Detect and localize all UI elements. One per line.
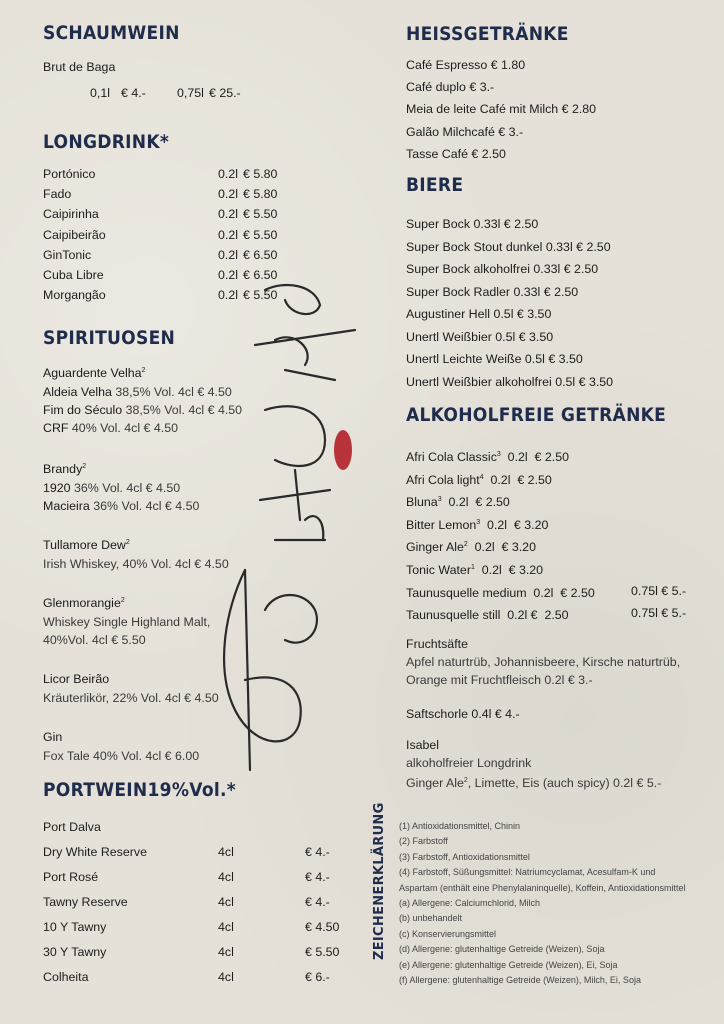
- footnote-ref: 3: [476, 518, 481, 526]
- fruchtsaefte-block: [406, 635, 695, 689]
- item-detail: [406, 772, 695, 792]
- item-price: 0.2l € 3.20: [467, 540, 536, 555]
- item-price: 0.2l € 2.50: [483, 472, 552, 487]
- item-name: Cuba Libre: [43, 267, 104, 282]
- item-name: Aldeia Velha: [43, 385, 112, 399]
- item-price: € 5.50: [305, 945, 340, 959]
- item-detail: Kräuterlikör, 22% Vol. 4cl € 4.50: [43, 691, 219, 705]
- item-name: Morgangão: [43, 288, 106, 303]
- item-size: 0,75l: [177, 86, 204, 100]
- legend-line: (a) Allergene: Calciumchlorid, Milch: [399, 898, 541, 909]
- menu-item: [43, 164, 278, 184]
- item-size: 0.2l: [218, 187, 238, 202]
- item-name: Isabel: [406, 737, 440, 752]
- item-size: 4cl: [218, 845, 234, 859]
- menu-item: [43, 915, 340, 940]
- item-name: Caipirinha: [43, 207, 99, 222]
- item-price-large: 0.75l € 5.-: [631, 583, 687, 598]
- legend-line: (3) Farbstoff, Antioxidationsmittel: [399, 851, 530, 862]
- legend-line: Aspartam (enthält eine Phenylalaninquelle), Koffein, Antioxidationsmittel: [399, 882, 686, 893]
- menu-item: Super Bock Stout dunkel 0.33l € 2.50: [406, 239, 611, 254]
- item-price: € 4.-: [305, 870, 330, 884]
- menu-item: Café Espresso € 1.80: [406, 58, 526, 72]
- menu-item: Galão Milchcafé € 3.-: [406, 124, 524, 139]
- menu-item: [43, 401, 242, 419]
- section-title: LONGDRINK*: [43, 131, 170, 153]
- menu-item: [43, 747, 242, 765]
- item-size: 0.2l: [218, 288, 238, 303]
- section-title: PORTWEIN19%Vol.*: [43, 779, 236, 801]
- item-name: Tonic Water: [406, 563, 471, 578]
- menu-item: [43, 383, 242, 401]
- item-name: Licor Beirão: [43, 672, 110, 687]
- item-detail: 40%Vol. 4cl € 5.50: [43, 633, 146, 647]
- item-size: 0.2l: [218, 167, 238, 181]
- item-name: Gin: [43, 730, 63, 745]
- menu-item: [43, 479, 242, 497]
- menu-item: [43, 285, 278, 305]
- group-title: [43, 361, 242, 383]
- item-detail: 38,5% Vol. 4cl € 4.50: [111, 385, 232, 399]
- item-detail: Irish Whiskey, 40% Vol. 4cl € 4.50: [43, 557, 229, 571]
- group-title: [43, 725, 242, 747]
- menu-item: Unertl Weißbier 0.5l € 3.50: [406, 329, 554, 344]
- menu-item: [406, 602, 695, 625]
- item-price: € 5.50: [243, 227, 278, 242]
- item-name: Tullamore Dew: [43, 538, 126, 553]
- logo-accent-oval: [334, 430, 352, 470]
- item-name: Macieira: [43, 499, 90, 513]
- item-price: € 5.50: [243, 207, 278, 222]
- item-name: 10 Y Tawny: [43, 920, 107, 934]
- item-detail: 40% Vol. 4cl € 4.50: [68, 421, 178, 435]
- item-name: CRF: [43, 421, 69, 435]
- item-size: 0.2l: [218, 207, 238, 222]
- item-price: 0.2l € 3.20: [474, 563, 544, 578]
- item-name: Afri Cola light: [406, 472, 480, 487]
- menu-item: Super Bock alkoholfrei 0.33l € 2.50: [406, 262, 599, 276]
- item-name: Brandy: [43, 462, 83, 477]
- legend-line: (d) Allergene: glutenhaltige Getreide (Weizen), Soja: [399, 944, 605, 955]
- item-size: 4cl: [218, 870, 234, 884]
- item-detail: Whiskey Single Highland Malt,: [43, 615, 211, 629]
- item-size: 4cl: [218, 970, 234, 984]
- item-detail: 38,5% Vol. 4cl € 4.50: [122, 403, 243, 417]
- item-name: Tawny Reserve: [43, 895, 128, 909]
- item-price: 0.2l € 2.50: [500, 450, 569, 465]
- footnote-ref: 4: [479, 473, 484, 481]
- footnote-ref: 2: [82, 463, 87, 470]
- item-name: GinTonic: [43, 247, 92, 262]
- item-price: € 4.-: [121, 86, 146, 100]
- menu-item-sizes: [43, 83, 241, 103]
- menu-item: Café duplo € 3.-: [406, 80, 495, 95]
- group-title: [43, 667, 242, 689]
- item-price: € 5.80: [243, 187, 278, 202]
- item-detail: Orange mit Fruchtfleisch 0.2l € 3.-: [406, 672, 593, 687]
- group-title: [43, 591, 242, 613]
- menu-item: [43, 555, 242, 573]
- item-size: 4cl: [218, 945, 234, 959]
- item-name: Ginger Ale: [406, 540, 464, 555]
- menu-item: [406, 444, 695, 467]
- section-title: BIERE: [406, 174, 464, 196]
- menu-item: [406, 489, 695, 512]
- legend-line: (1) Antioxidationsmittel, Chinin: [399, 821, 521, 831]
- legend-line: (f) Allergene: glutenhaltige Getreide (Weizen), Milch, Ei, Soja: [399, 975, 641, 986]
- item-name: Port Dalva: [43, 820, 101, 834]
- legend-line: (e) Allergene: glutenhaltige Getreide (Weizen), Ei, Soja: [399, 959, 618, 970]
- menu-item: Super Bock 0.33l € 2.50: [406, 217, 539, 231]
- footnote-ref: 2: [463, 776, 468, 784]
- group-title: [43, 457, 242, 479]
- item-detail: 36% Vol. 4cl € 4.50: [70, 481, 181, 495]
- footnote-ref: 3: [437, 496, 442, 504]
- footnote-ref: 2: [463, 541, 468, 549]
- item-name: Bluna: [406, 495, 438, 510]
- legend-line: (2) Farbstoff: [399, 836, 448, 847]
- spirit-group: [43, 591, 242, 649]
- item-price: € 4.50: [305, 920, 340, 934]
- footnote-ref: 2: [125, 539, 130, 546]
- item-price: € 5.50: [243, 288, 278, 303]
- section-biere: [406, 174, 613, 393]
- section-spirituosen: [43, 327, 242, 783]
- menu-item: Super Bock Radler 0.33l € 2.50: [406, 284, 579, 299]
- item-price: € 6.50: [243, 247, 278, 262]
- item-price: 0.2l € 2.50: [526, 585, 595, 600]
- item-price: 0.2l € 3.20: [480, 517, 549, 532]
- section-title: ALKOHOLFREIE GETRÄNKE: [406, 404, 667, 426]
- item-size: 0.2l: [218, 227, 238, 242]
- item-price: € 6.-: [305, 970, 330, 984]
- spirit-group: [43, 533, 242, 573]
- menu-item: [406, 512, 695, 535]
- section-title: SCHAUMWEIN: [43, 22, 180, 44]
- item-name: Dry White Reserve: [43, 845, 147, 859]
- menu-item: [43, 631, 242, 649]
- spirit-group: [43, 667, 242, 707]
- item-name: Colheita: [43, 970, 89, 984]
- menu-item: [406, 557, 695, 580]
- item-size: 0,1l: [90, 86, 110, 100]
- item-price: € 5.80: [243, 167, 278, 181]
- footnote-ref: 2: [141, 367, 146, 374]
- menu-item: [43, 965, 330, 990]
- menu-item: Unertl Leichte Weiße 0.5l € 3.50: [406, 352, 583, 366]
- menu-item: [406, 580, 695, 603]
- menu-item: [43, 890, 330, 915]
- legend-title: ZEICHENERKLÄRUNG: [372, 802, 387, 960]
- item-price: € 6.50: [243, 267, 278, 282]
- item-name: 1920: [43, 481, 71, 495]
- section-title: SPIRITUOSEN: [43, 327, 176, 349]
- item-price-large: 0.75l € 5.-: [631, 606, 687, 621]
- menu-item: [43, 940, 340, 965]
- item-name: Glenmorangie: [43, 596, 121, 611]
- menu-item: Augustiner Hell 0.5l € 3.50: [406, 307, 552, 321]
- menu-item: [43, 865, 330, 890]
- item-name: Brut de Baga: [43, 60, 116, 74]
- legend-line: (c) Konservierungsmittel: [399, 928, 497, 939]
- section-title: HEISSGETRÄNKE: [406, 23, 569, 45]
- isabel-block: [406, 736, 695, 792]
- item-name: Caipibeirão: [43, 227, 106, 242]
- menu-item: [406, 534, 695, 557]
- spirit-group: [43, 725, 242, 765]
- item-size: 0.2l: [218, 267, 238, 282]
- item-name: Fado: [43, 187, 72, 202]
- item-price: 0.2l € 2.50: [441, 495, 510, 510]
- legend-line: (4) Farbstoff, Süßungsmittel: Natriumcyclamat, Acesulfam-K und: [399, 867, 656, 878]
- legend-line: (b) unbehandelt: [399, 913, 463, 924]
- item-price: € 25.-: [209, 86, 241, 100]
- item-price: , Limette, Eis (auch spicy) 0.2l € 5.-: [467, 775, 662, 790]
- menu-item: [43, 497, 242, 515]
- menu-item: [406, 467, 695, 490]
- item-detail: 36% Vol. 4cl € 4.50: [89, 499, 200, 513]
- saftschorle-item: Saftschorle 0.4l € 4.-: [406, 706, 520, 721]
- item-detail: alkoholfreier Longdrink: [406, 755, 532, 770]
- item-size: 4cl: [218, 895, 234, 909]
- item-price: € 4.-: [305, 845, 330, 859]
- item-name: Portónico: [43, 167, 96, 181]
- menu-item: [43, 245, 278, 265]
- section-heissgetraenke: [406, 23, 596, 165]
- item-name: Port Rosé: [43, 870, 99, 884]
- item-size: 4cl: [218, 920, 234, 934]
- menu-item: [43, 689, 242, 707]
- menu-item: [43, 204, 278, 224]
- group-title: [43, 533, 242, 555]
- item-name: Afri Cola Classic: [406, 450, 497, 465]
- menu-item: [43, 57, 195, 77]
- section-longdrink: [43, 131, 278, 305]
- footnote-ref: 1: [470, 563, 475, 571]
- item-name: Fim do Século: [43, 403, 123, 417]
- item-price: € 4.-: [305, 895, 330, 909]
- menu-item: Tasse Café € 2.50: [406, 146, 506, 161]
- menu-item: [43, 184, 278, 204]
- footnote-ref: 2: [120, 597, 125, 604]
- spirit-group: [43, 457, 242, 515]
- item-price: 0.2l € 2.50: [500, 608, 569, 623]
- section-alkoholfreie-getraenke: [406, 404, 695, 792]
- item-name: Taunusquelle still: [406, 608, 501, 623]
- legend: [399, 819, 686, 988]
- item-name: 30 Y Tawny: [43, 945, 107, 959]
- item-name: Ginger Ale: [406, 775, 464, 790]
- menu-item: [43, 225, 278, 245]
- menu-item: Meia de leite Café mit Milch € 2.80: [406, 102, 597, 117]
- menu-item: Unertl Weißbier alkoholfrei 0.5l € 3.50: [406, 374, 614, 389]
- footnote-ref: 3: [496, 451, 501, 458]
- menu-item: [43, 613, 242, 631]
- item-name: Taunusquelle medium: [406, 585, 527, 600]
- menu-item: [43, 815, 257, 840]
- item-detail: Fox Tale 40% Vol. 4cl € 6.00: [43, 749, 200, 763]
- item-name: Bitter Lemon: [406, 517, 477, 532]
- item-size: 0.2l: [218, 247, 238, 262]
- item-detail: Apfel naturtrüb, Johannisbeere, Kirsche naturtrüb,: [406, 654, 681, 669]
- spirit-group: [43, 361, 242, 437]
- item-name: Fruchtsäfte: [406, 636, 468, 651]
- menu-item: [43, 419, 242, 437]
- menu-item: [43, 840, 330, 865]
- section-schaumwein: [43, 22, 241, 103]
- menu-item: [43, 265, 278, 285]
- section-portwein: [43, 779, 340, 990]
- item-name: Aguardente Velha: [43, 366, 142, 381]
